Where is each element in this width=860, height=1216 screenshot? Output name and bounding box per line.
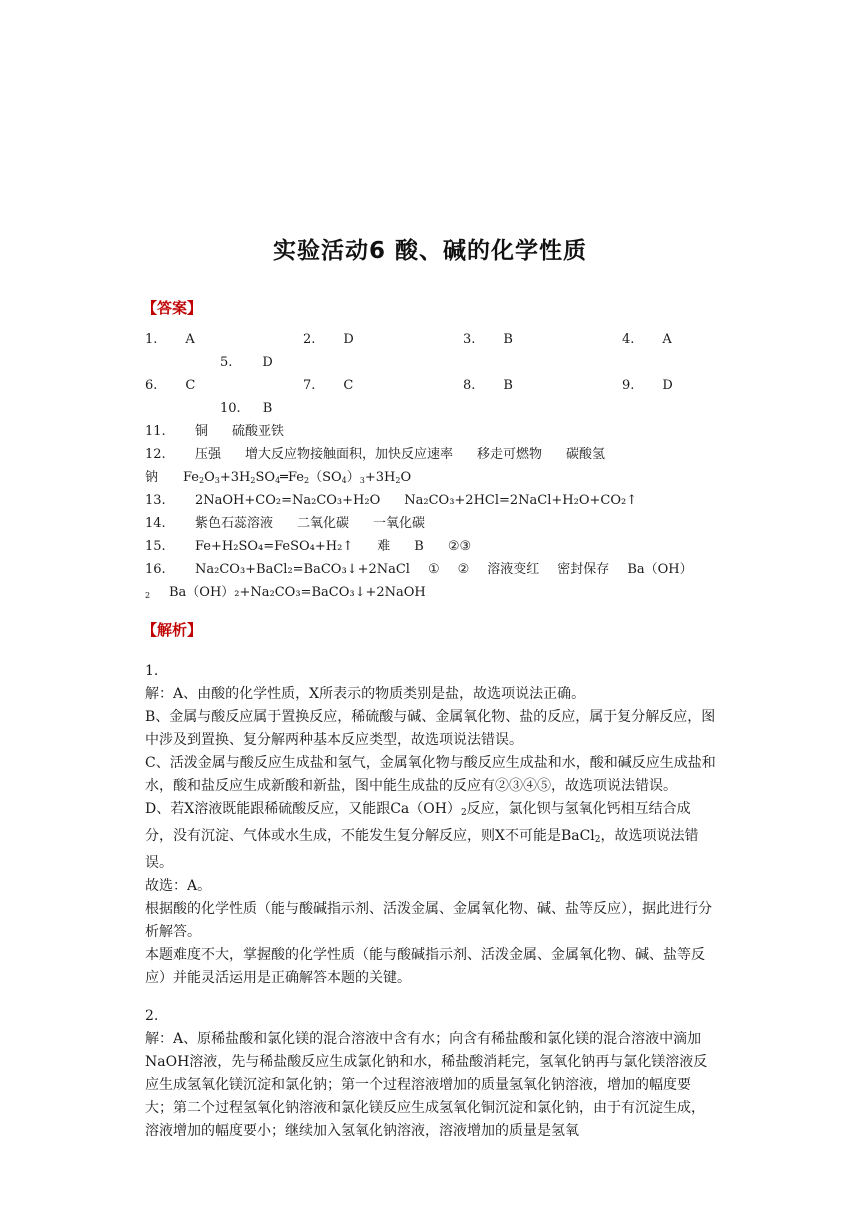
analysis-paragraph: 故选：A。 [145, 878, 212, 894]
analysis-paragraph: D、若X溶液既能跟稀硫酸反应，又能跟$Ca(OH)_2$反应，氯化钡与氢氧化钙相互结合成分，没有沉淀、气体或水生成，不能发生复分解反应，则X不可能是BaCl$_2$，故选项说法错误。 [145, 801, 699, 871]
analysis-number: 1. [145, 663, 159, 679]
mc-answer: 8. B [463, 378, 513, 393]
document-title: 实验活动6 酸、碱的化学性质 [272, 238, 587, 264]
mc-answer: 9. D [622, 378, 673, 393]
fill-answer-12: 12. 压强 增大反应物接触面积，加快反应速率 移走可燃物 碳酸氢 [145, 447, 606, 462]
analysis-2 [145, 1005, 717, 1143]
analysis-paragraph: C、活泼金属与酸反应生成盐和氢气，金属氧化物与酸反应生成盐和水，酸和碱反应生成盐和水，酸和盐反应生成新酸和新盐，图中能生成盐的反应有②③④⑤，故选项说法错误。 [145, 755, 716, 794]
analysis-paragraph: 根据酸的化学性质（能与酸碱指示剂、活泼金属、金属氧化物、碱、盐等反应），据此进行分析解答。 [145, 901, 712, 940]
fill-answer-13: 13. 2NaOH+CO₂=Na₂CO₃+H₂O Na₂CO₃+2HCl=2NaCl+H₂O+CO₂↑ [145, 493, 638, 508]
mc-answer: 5. D [220, 355, 273, 370]
answer-block [145, 328, 715, 604]
mc-answer: 4. A [622, 332, 672, 347]
answer-heading: 【答案】 [142, 299, 203, 317]
analysis-1 [145, 660, 717, 990]
fill-answer-14: 14. 紫色石蕊溶液 二氧化碳 一氧化碳 [145, 516, 426, 531]
fill-answer-11: 11. 铜 硫酸亚铁 [145, 424, 285, 439]
fill-answer-12-cont: 钠 $Fe_2O_3+3H_2SO_4═Fe_2(SO_4)_3+3H_2O$ [145, 470, 412, 485]
analysis-paragraph: 解：A、由酸的化学性质，X所表示的物质类别是盐，故选项说法正确。 [145, 686, 586, 702]
mc-answer: 3. B [463, 332, 513, 347]
analysis-number: 2. [145, 1008, 159, 1024]
mc-row-2 [145, 374, 715, 397]
analysis-paragraph: 解：A、原稀盐酸和氯化镁的混合溶液中含有水；向含有稀盐酸和氯化镁的混合溶液中滴加NaOH溶液，先与稀盐酸反应生成氯化钠和水，稀盐酸消耗完，氢氧化钠再与氯化镁溶液反应生成氢氧化镁沉淀和氯化钠；第一个过程溶液增加的质量氢氧化钠溶液，增加的幅度要大；第二个过程氢氧化钠溶液和氯化镁反应生成氢氧化铜沉淀和氯化钠，由于有沉淀生成，溶液增加的幅度要小；继续加入氢氧化钠溶液，溶液增加的质量是氢氧 [145, 1031, 708, 1139]
mc-row-1b [145, 351, 715, 374]
mc-answer: 1. A [145, 332, 195, 347]
mc-answer: 7. C [303, 378, 354, 393]
mc-answer: 2. D [303, 332, 354, 347]
fill-answer-15: 15. Fe+H₂SO₄=FeSO₄+H₂↑ 难 B ②③ [145, 539, 472, 554]
mc-answer: 10. B [220, 401, 273, 416]
mc-row-2b [145, 397, 715, 420]
mc-answer: 6. C [145, 378, 196, 393]
fill-answer-16-cont: $_2$ Ba（OH）₂+Na₂CO₃=BaCO₃↓+2NaOH [145, 585, 426, 600]
analysis-paragraph: 本题难度不大，掌握酸的化学性质（能与酸碱指示剂、活泼金属、金属氧化物、碱、盐等反应）并能灵活运用是正确解答本题的关键。 [145, 947, 705, 986]
analysis-paragraph: B、金属与酸反应属于置换反应，稀硫酸与碱、金属氧化物、盐的反应，属于复分解反应，图中涉及到置换、复分解两种基本反应类型，故选项说法错误。 [145, 709, 716, 748]
analysis-heading: 【解析】 [142, 621, 203, 639]
fill-answer-16: 16. Na₂CO₃+BaCl₂=BaCO₃↓+2NaCl ① ② 溶液变红 密封保存 Ba（OH） [145, 562, 693, 577]
equation: $Fe_2O_3+3H_2SO_4═Fe_2(SO_4)_3+3H_2O$ [183, 470, 412, 485]
mc-row-1 [145, 328, 715, 351]
